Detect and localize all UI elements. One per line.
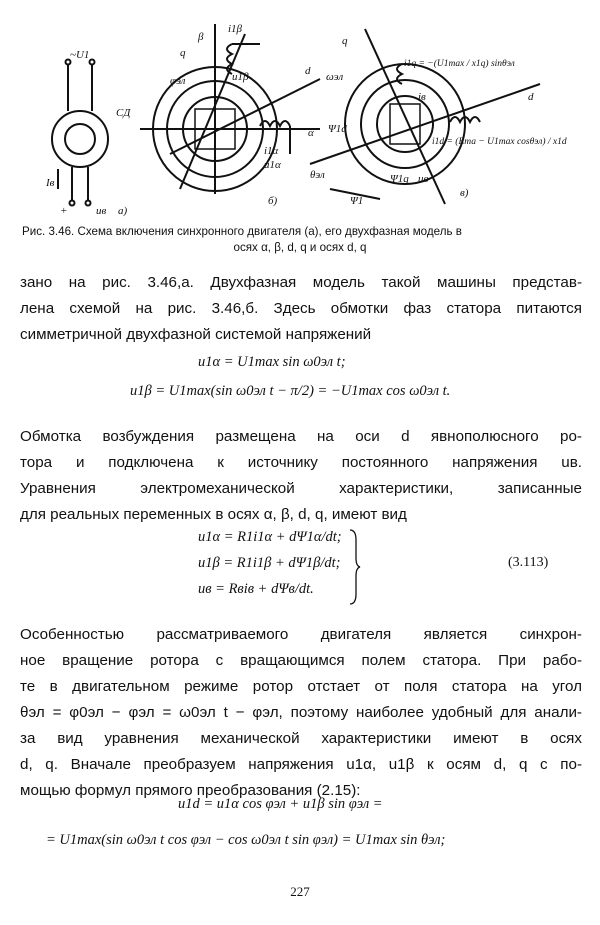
label-omega-el: ωэл <box>326 71 344 83</box>
text-line: Обмотка возбуждения размещена на оси d явнополюсного ро- <box>20 428 582 445</box>
label-i1a: i1α <box>264 145 279 157</box>
label-iv2: iв <box>418 91 426 103</box>
system-line-2: u1β = R1i1β + dΨ1β/dt; <box>198 555 341 571</box>
system-brace <box>348 528 362 606</box>
paragraph-2 <box>20 424 582 528</box>
paragraph-3 <box>20 622 582 804</box>
paragraph-1 <box>20 270 582 348</box>
label-uv2: uв <box>418 173 429 185</box>
text-line: ное вращение ротора с вращающимся полем статора. При рабо- <box>20 652 582 669</box>
label-i1q-eq: i1q = −(U1max / x1q) sinθэл <box>404 59 515 69</box>
label-sd: СД <box>116 107 131 119</box>
label-u1a: u1α <box>264 159 281 171</box>
text-line: за вид уравнения механической характеристики имеют в осях <box>20 730 582 747</box>
panel-b-label: б) <box>268 195 278 207</box>
panel-a-label: а) <box>118 205 128 217</box>
label-iv: Iв <box>46 177 55 189</box>
text-line: для реальных переменных в осях α, β, d, q, имеют вид <box>20 506 407 523</box>
text-line: θэл = φ0эл − φэл = ω0эл t − φэл, поэтому наиболее удобный для анали- <box>20 704 582 721</box>
label-d-b: d <box>305 65 311 77</box>
label-alpha: α <box>308 127 314 139</box>
text-line: d, q. Вначале преобразуем напряжения u1α, u1β к осям d, q с по- <box>20 756 582 773</box>
text-line: лена схемой на рис. 3.46,б. Здесь обмотки фаз статора питаются <box>20 300 582 317</box>
figure-caption <box>22 224 578 256</box>
text-line: мощью формул прямого преобразования (2.15): <box>20 782 361 799</box>
label-plus: + <box>60 205 68 217</box>
system-line-1: u1α = R1i1α + dΨ1α/dt; <box>198 529 342 545</box>
panel-c-label: в) <box>460 187 469 199</box>
label-q-b: q <box>180 47 186 59</box>
label-theta-el: θэл <box>310 169 325 181</box>
label-psi1d: Ψ1d <box>328 123 347 135</box>
text-line: симметричной двухфазной системой напряжений <box>20 326 372 343</box>
equation-u1b: u1β = U1max(sin ω0эл t − π/2) = −U1max cos ω0эл t. <box>130 383 451 399</box>
equation-u1d-result: = U1max(sin ω0эл t cos φэл − cos ω0эл t sin φэл) = U1max sin θэл; <box>46 832 446 848</box>
system-line-3: uв = Rвiв + dΨв/dt. <box>198 581 314 597</box>
caption-line-2: осях α, β, d, q и осях d, q <box>233 241 367 254</box>
text-line: Особенностью рассматриваемого двигателя является синхрон- <box>20 626 582 643</box>
text-line: Уравнения электромеханической характеристики, записанные <box>20 480 582 497</box>
label-psi1: Ψ1 <box>350 195 364 207</box>
equation-number: (3.113) <box>508 555 549 570</box>
equation-u1d: u1d = u1α cos φэл + u1β sin φэл = <box>178 796 383 812</box>
label-i1d-eq: i1d = (Eта − U1max cosθэл) / x1d <box>432 137 567 147</box>
label-psi1q: Ψ1q <box>390 173 409 185</box>
text-line: тора и подключена к источнику постоянного напряжения uв. <box>20 454 582 471</box>
figure-3-46 <box>20 4 580 222</box>
label-u1b: u1β <box>232 71 249 83</box>
text-line: зано на рис. 3.46,а. Двухфазная модель такой машины представ- <box>20 274 582 291</box>
equation-u1a: u1α = U1max sin ω0эл t; <box>198 354 346 370</box>
label-i1b: i1β <box>228 23 243 35</box>
page-number: 227 <box>290 884 310 899</box>
label-beta: β <box>198 31 204 43</box>
label-q-c: q <box>342 35 348 47</box>
label-u1: ~U1 <box>70 49 90 61</box>
caption-line-1: Рис. 3.46. Схема включения синхронного двигателя (а), его двухфазная модель в <box>22 225 462 238</box>
panel-b-model <box>140 24 320 194</box>
label-uv: uв <box>96 205 107 217</box>
text-line: те в двигательном режиме ротор отстает от поля статора на угол <box>20 678 582 695</box>
label-d-c: d <box>528 91 534 103</box>
label-phi-el: φэл <box>170 75 186 87</box>
panel-a-circuit <box>52 60 108 206</box>
